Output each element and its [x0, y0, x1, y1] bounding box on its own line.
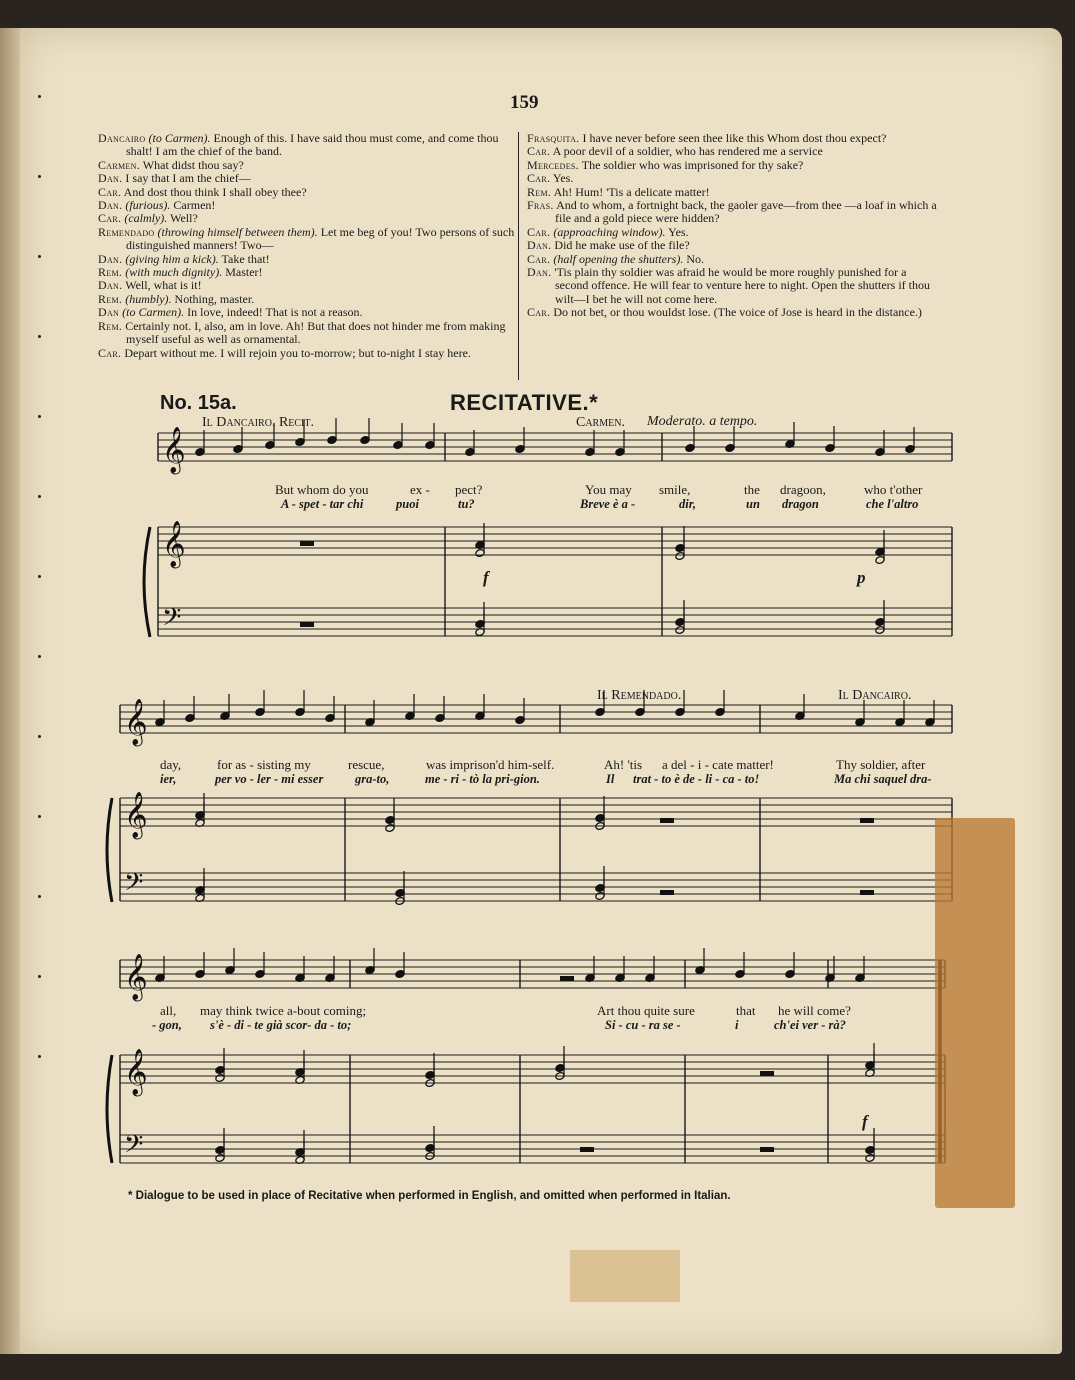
- lyric-en: who t'other: [864, 482, 923, 497]
- binding-hole: [38, 895, 41, 898]
- speaker-name: Rem.: [98, 291, 123, 306]
- lyric-en: may think twice a-bout coming;: [200, 1003, 367, 1018]
- binding-hole: [38, 95, 41, 98]
- dialogue-text: The soldier who was imprisoned for thy sake?: [581, 157, 804, 172]
- binding-hole: [38, 415, 41, 418]
- dialogue-text: Master!: [225, 265, 263, 280]
- speaker-name: Car.: [98, 184, 122, 199]
- treble-clef-icon: 𝄞: [162, 427, 186, 473]
- brace: [144, 527, 150, 637]
- speaker-name: Fras.: [527, 198, 554, 213]
- lyric-it: un: [746, 497, 760, 511]
- lyric-it: tu?: [458, 497, 475, 511]
- stage-direction: (to Carmen).: [122, 305, 185, 320]
- section-title: RECITATIVE.*: [450, 390, 599, 415]
- lyric-en: was imprison'd him-self.: [426, 757, 555, 772]
- bass-clef-icon: 𝄢: [162, 603, 182, 638]
- dialogue-text: Well, what is it!: [125, 278, 202, 293]
- speaker-name: Dan.: [98, 278, 123, 293]
- dialogue-text: Let me beg of you! Two persons of such distinguished manners! Two—: [126, 224, 515, 253]
- lyric-it: Ma chi saquel dra-: [834, 772, 932, 786]
- speaker-name: Car.: [527, 251, 551, 266]
- binding-hole: [38, 655, 41, 658]
- lyric-it: - gon,: [152, 1018, 182, 1032]
- speaker-name: Car.: [527, 305, 551, 320]
- lyric-en: a del - i - cate matter!: [662, 757, 774, 772]
- lyric-it: i: [735, 1018, 739, 1032]
- treble-clef-icon: 𝄞: [124, 954, 148, 1000]
- speaker-name: Remendado: [98, 224, 155, 239]
- rest: [300, 622, 314, 627]
- stage-direction: (furious).: [125, 198, 171, 213]
- speaker-name: Rem.: [527, 184, 552, 199]
- dialogue-text: Well?: [170, 211, 198, 226]
- speaker-name: Rem.: [98, 265, 123, 280]
- binding-hole: [38, 975, 41, 978]
- lyric-en: rescue,: [348, 757, 385, 772]
- lyric-it: che l'altro: [866, 497, 919, 511]
- dialogue-text: Enough of this. I have said thou must come, and come thou shalt! I am the chief of the band.: [126, 131, 499, 159]
- dynamic-forte-2: f: [862, 1112, 868, 1131]
- bass-clef-icon: 𝄢: [124, 1130, 144, 1165]
- binding-hole: [38, 335, 41, 338]
- speaker-name: Car.: [527, 171, 551, 186]
- dialogue-text: 'Tis plain thy soldier was afraid he would be more roughly punished for a second offence. He will fear to venture here to night. Open the shutters if thou wilt—I bet he will not come here.: [554, 265, 930, 306]
- cue-dancairo: Il Dancairo. Recit.: [202, 415, 314, 430]
- rest: [300, 541, 314, 546]
- dialogue-text: What didst thou say?: [142, 157, 244, 172]
- lyric-en: the: [744, 482, 760, 497]
- cue-remendado: Il Remendado.: [597, 688, 682, 703]
- stage-direction: (calmly).: [124, 211, 168, 226]
- lyric-en: pect?: [455, 482, 483, 497]
- rest: [580, 1147, 594, 1152]
- binding-hole: [38, 495, 41, 498]
- treble-clef-icon: 𝄞: [162, 521, 186, 567]
- binding-hole: [38, 735, 41, 738]
- speaker-name: Car.: [98, 345, 122, 360]
- lyric-it: trat - to è de - li - ca - to!: [633, 772, 760, 786]
- stage-direction: (with much dignity).: [125, 265, 223, 280]
- speaker-name: Dan.: [98, 251, 123, 266]
- stage-direction: (giving him a kick).: [125, 251, 219, 266]
- dialogue-text: Do not bet, or thou wouldst lose. (The voice of Jose is heard in the distance.): [553, 305, 922, 320]
- dynamic-piano: p: [857, 568, 866, 587]
- dialogue-text: Certainly not. I, also, am in love. Ah! But that does not hinder me from making myself useful as well as ornamental.: [125, 318, 506, 347]
- dialogue-text: Yes.: [552, 171, 574, 186]
- lyric-it: gra-to,: [355, 772, 390, 786]
- dialogue-text: Carmen!: [173, 198, 216, 213]
- rest: [860, 890, 874, 895]
- dynamic-forte: f: [483, 568, 489, 587]
- lyric-en: that: [736, 1003, 756, 1018]
- dialogue-text: Yes.: [668, 224, 689, 239]
- binding-hole: [38, 815, 41, 818]
- lyric-en: You may: [585, 482, 632, 497]
- dialogue-text: Did he make use of the file?: [554, 238, 690, 253]
- binding-hole: [38, 175, 41, 178]
- lyric-en: dragoon,: [780, 482, 826, 497]
- lyric-en: ex -: [410, 482, 430, 497]
- dialogue-text: I say that I am the chief—: [125, 171, 251, 186]
- lyric-en: smile,: [659, 482, 691, 497]
- speaker-name: Dan.: [527, 265, 552, 280]
- brace: [107, 1055, 112, 1163]
- speaker-name: Dan: [98, 305, 120, 320]
- dialogue-text: No.: [686, 251, 704, 266]
- treble-clef-icon: 𝄞: [124, 792, 148, 838]
- rest: [560, 976, 574, 981]
- footnote: * Dialogue to be used in place of Recitative when performed in English, and omitted when performed in Italian.: [128, 1190, 731, 1202]
- dialogue-text: And to whom, a fortnight back, the gaoler gave—from thee —a loaf in which a file and a gold piece were hidden?: [555, 198, 937, 226]
- number-label: No. 15a.: [160, 392, 237, 414]
- lyric-it: Breve è a -: [580, 497, 636, 511]
- dialogue-text: And dost thou think I shall obey thee?: [123, 184, 307, 199]
- dialogue-text: Depart without me. I will rejoin you to-morrow; but to-night I stay here.: [124, 345, 471, 360]
- speaker-name: Car.: [98, 211, 122, 226]
- lyric-it: s'è - di - te già scor- da - to;: [210, 1018, 352, 1032]
- dialogue-text: Take that!: [221, 251, 270, 266]
- stage-direction: (half opening the shutters).: [553, 251, 684, 266]
- speaker-name: Car.: [527, 224, 551, 239]
- speaker-name: Carmen.: [98, 157, 140, 172]
- lyric-it: ier,: [160, 772, 177, 786]
- lyric-it: dragon: [782, 497, 819, 511]
- dialogue-text: Nothing, master.: [174, 291, 255, 306]
- rest: [660, 818, 674, 823]
- lyric-it: me - ri - tò la pri-gion.: [425, 772, 540, 786]
- brace: [107, 798, 112, 902]
- dialogue-text: A poor devil of a soldier, who has rendered me a service: [552, 144, 823, 159]
- rest: [760, 1147, 774, 1152]
- speaker-name: Mercedes.: [527, 157, 579, 172]
- binding-hole: [38, 255, 41, 258]
- stage-direction: (to Carmen).: [148, 131, 211, 145]
- bass-clef-icon: 𝄢: [124, 868, 144, 903]
- stage-direction: (throwing himself between them).: [157, 224, 318, 239]
- cue-carmen: Carmen.: [576, 415, 625, 430]
- lyric-en: Thy soldier, after: [836, 757, 926, 772]
- lyric-en: for as - sisting my: [217, 757, 311, 772]
- dialogue-text: I have never before seen thee like this Whom dost thou expect?: [582, 131, 887, 145]
- treble-clef-icon: 𝄞: [124, 1049, 148, 1095]
- speaker-name: Dancairo: [98, 131, 146, 145]
- lyric-it: Il: [606, 772, 615, 786]
- page-number: 159: [510, 92, 539, 113]
- lyric-it: per vo - ler - mi esser: [215, 772, 324, 786]
- tape-stain: [935, 818, 1015, 1208]
- stage-direction: (humbly).: [125, 291, 172, 306]
- lyric-it: A - spet - tar chi: [281, 497, 364, 511]
- speaker-name: Dan.: [98, 171, 123, 186]
- dialogue-text: Ah! Hum! 'Tis a delicate matter!: [553, 184, 710, 199]
- lyric-en: But whom do you: [275, 482, 369, 497]
- lyric-it: puoi: [396, 497, 419, 511]
- speaker-name: Car.: [527, 144, 551, 159]
- stage-direction: (approaching window).: [553, 224, 666, 239]
- speaker-name: Dan.: [527, 238, 552, 253]
- rest: [760, 1071, 774, 1076]
- tempo-marking: Moderato. a tempo.: [647, 414, 758, 429]
- rest: [860, 818, 874, 823]
- lyric-en: Ah! 'tis: [604, 757, 643, 772]
- lyric-en: day,: [160, 757, 182, 772]
- rest: [660, 890, 674, 895]
- lyric-en: Art thou quite sure: [597, 1003, 695, 1018]
- treble-clef-icon: 𝄞: [124, 699, 148, 745]
- binding-hole: [38, 1055, 41, 1058]
- lyric-it: dir,: [679, 497, 697, 511]
- cue-dancairo-2: Il Dancairo.: [838, 688, 912, 703]
- lyric-en: all,: [160, 1003, 177, 1018]
- speaker-name: Rem.: [98, 318, 123, 333]
- dialogue-text: In love, indeed! That is not a reason.: [187, 305, 363, 320]
- speaker-name: Frasquita.: [527, 131, 580, 145]
- binding-hole: [38, 575, 41, 578]
- paper-repair: [570, 1250, 680, 1302]
- lyric-it: Si - cu - ra se -: [605, 1018, 681, 1032]
- lyric-it: ch'ei ver - rà?: [774, 1018, 846, 1032]
- lyric-en: he will come?: [778, 1003, 851, 1018]
- speaker-name: Dan.: [98, 198, 123, 213]
